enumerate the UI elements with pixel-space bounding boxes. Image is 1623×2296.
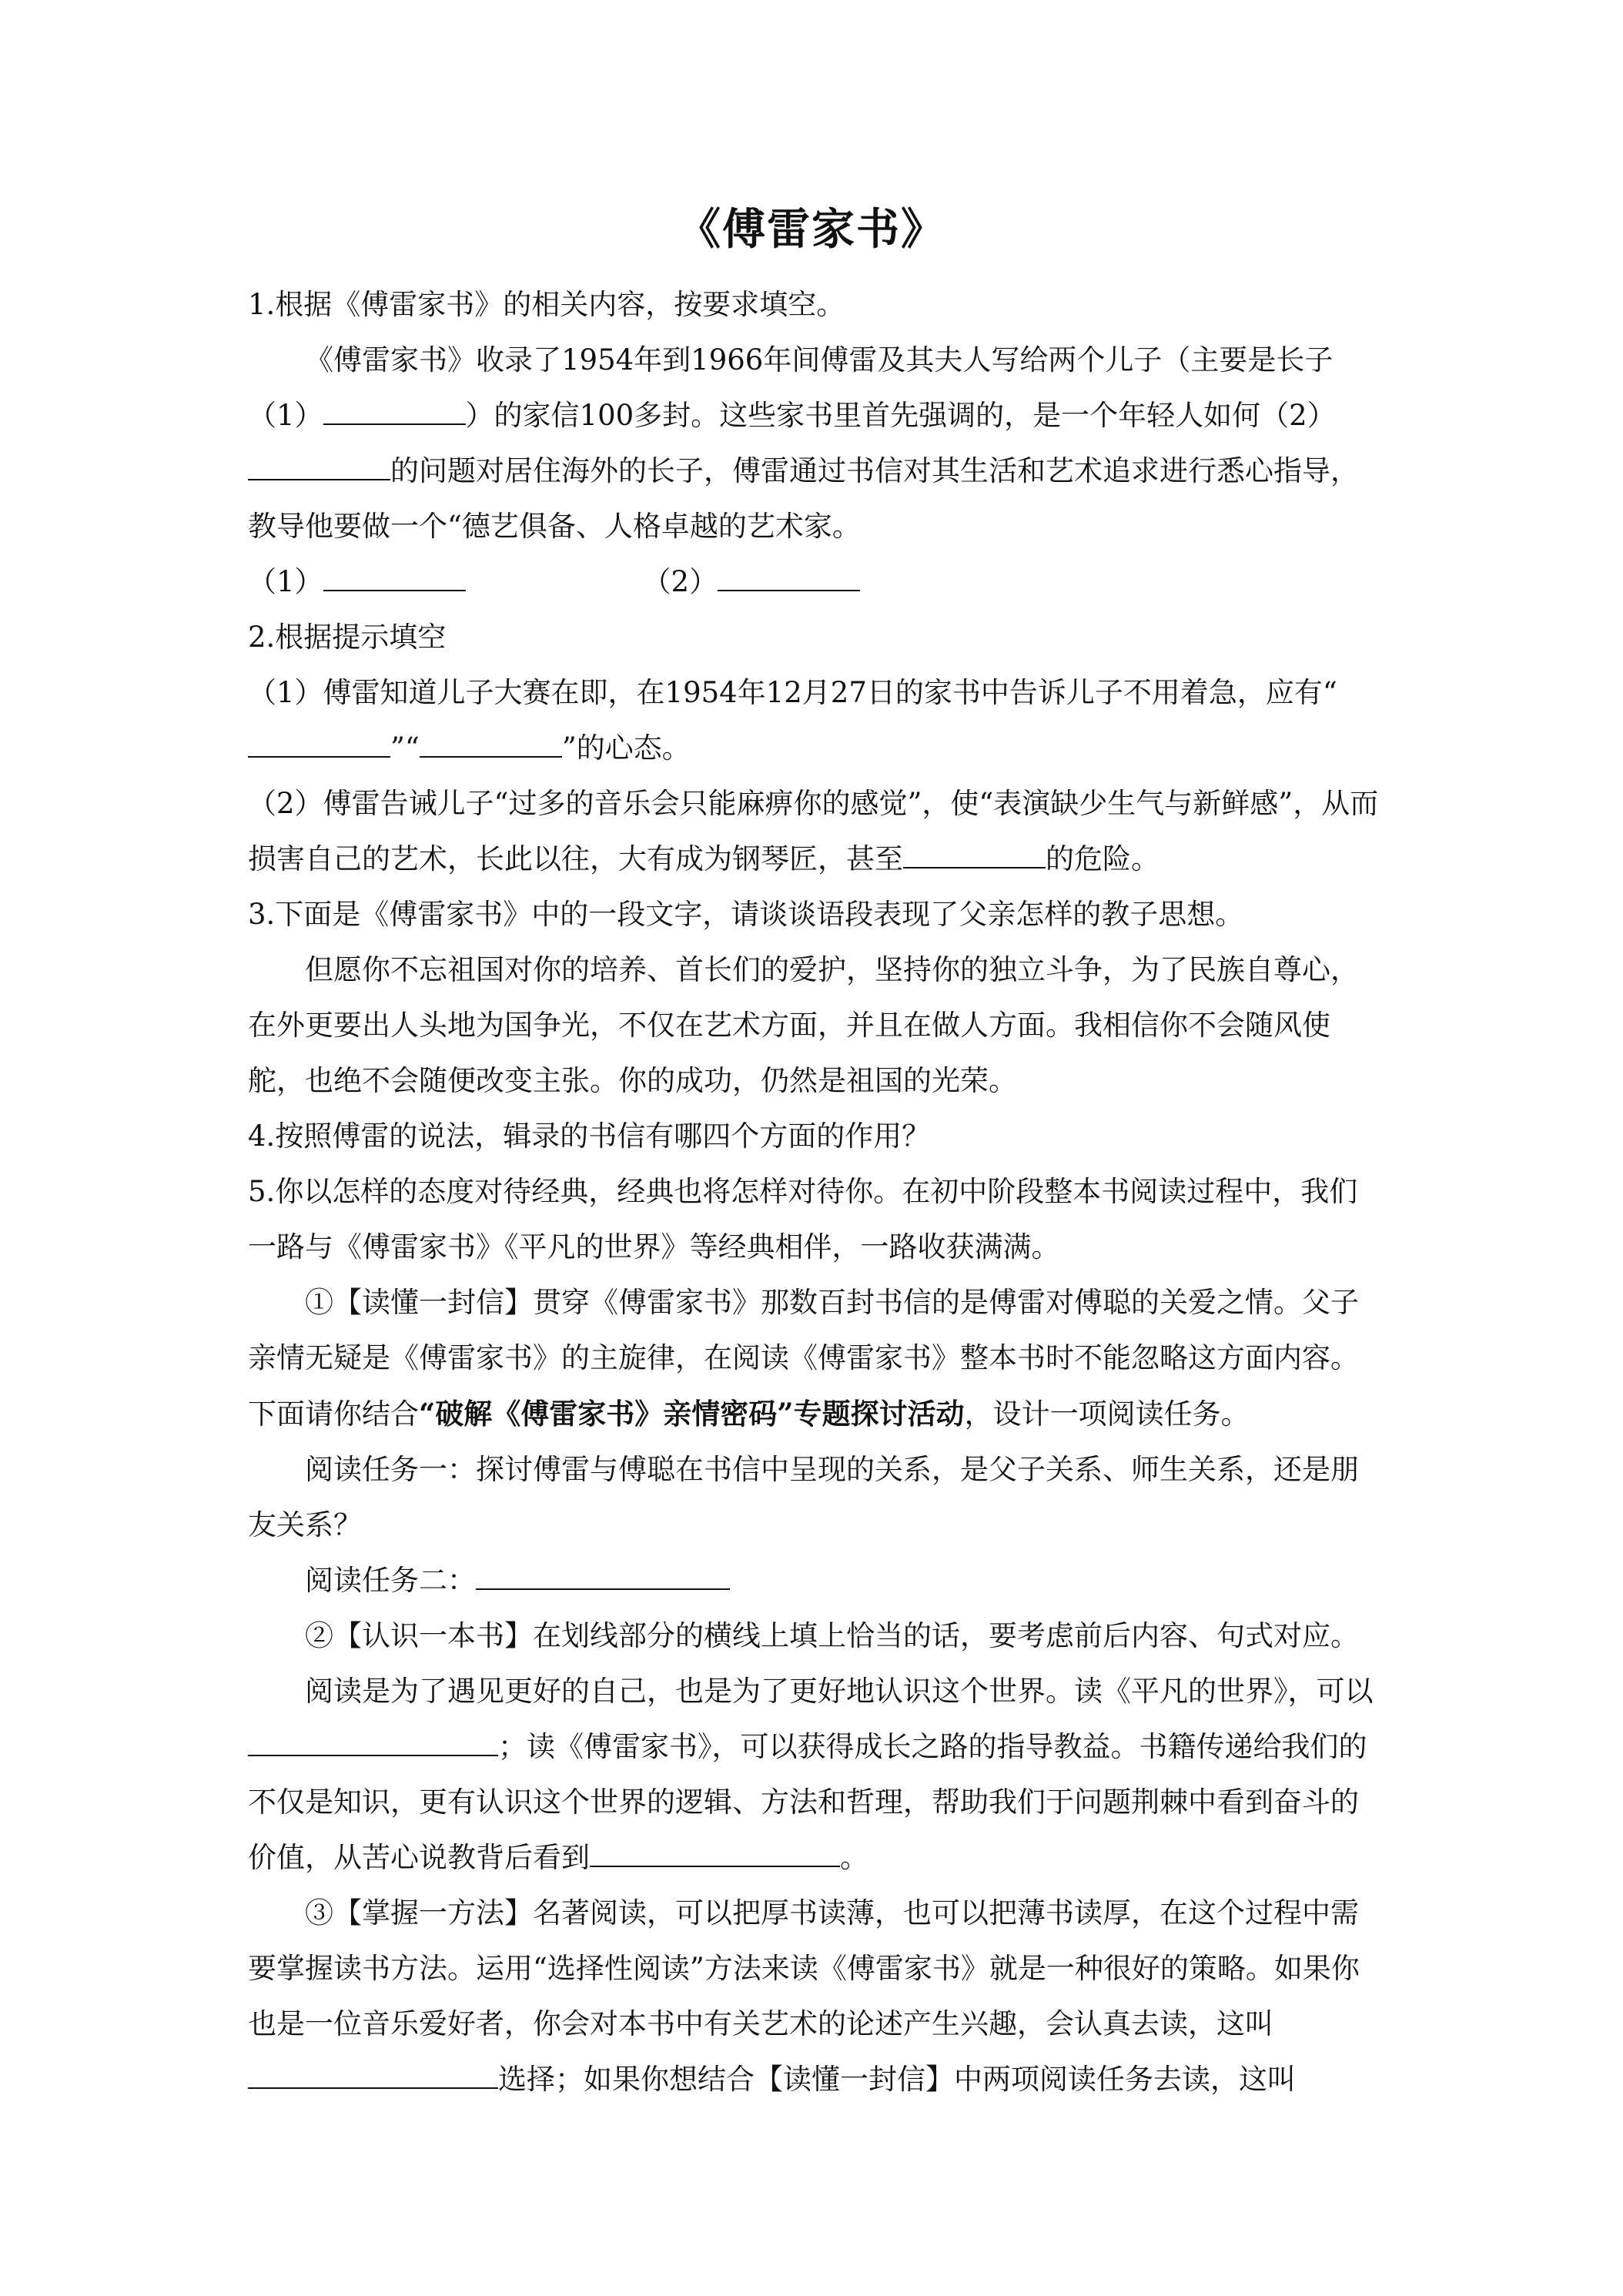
q1-passage-blank-1[interactable] — [323, 400, 466, 425]
q5-part1-bold: “破解《傅雷家书》亲情密码”专题探讨活动 — [419, 1397, 965, 1431]
q5-p4-text-b: 选择；如果你想结合【读懂一封信】中两项阅读任务去读，这叫 — [498, 2063, 1296, 2096]
q2-sub1-blank-2[interactable] — [420, 733, 562, 758]
q1-passage-part-a: 《傅雷家书》收录了1954年到1966年间傅雷及其夫人写给两个儿子（主要是长子（1） — [248, 343, 1334, 432]
q1-answer-blank-2[interactable] — [718, 567, 860, 591]
question-4-stem: 4.按照傅雷的说法，辑录的书信有哪四个方面的作用？ — [248, 1120, 931, 1153]
q5-part1-text-b: ，设计一项阅读任务。 — [964, 1397, 1250, 1431]
q2-sub1-tail: ”的心态。 — [561, 731, 691, 765]
q5-p4-text-a: ③【掌握一方法】名著阅读，可以把厚书读薄，也可以把薄书读厚，在这个过程中需要掌握读书方法。运用“选择性阅读”方法来读《傅雷家书》就是一种很好的策略。如果你也是一位音乐爱好者，你会对本书中有关艺术的论述产生兴趣，会认真去读，这叫 — [248, 1896, 1360, 2040]
q1-answer-label-2: （2） — [642, 565, 718, 598]
q5-p3-blank-2[interactable] — [590, 1842, 840, 1867]
q2-sub1-quote-open: “ — [1322, 676, 1337, 709]
page-title: 《傅雷家书》 — [678, 205, 945, 255]
question-1-passage — [248, 333, 1386, 554]
question-2-sub-2 — [248, 776, 1386, 887]
question-2-stem: 2.根据提示填空 — [248, 621, 447, 654]
q5-p3-text-b: ；读《傅雷家书》，可以获得成长之路的指导教益。书籍传递给我们的不仅是知识，更有认识这个世界的逻辑、方法和哲理，帮助我们于问题荆棘中看到奋斗的价值，从苦心说教背后看到 — [248, 1730, 1367, 1874]
q1-passage-part-c: 的问题对居住海外的长子，傅雷通过书信对其生活和艺术追求进行悉心指导，教导他要做一个“德艺俱备、人格卓越的艺术家。 — [248, 454, 1359, 543]
q1-answer-blank-1[interactable] — [323, 567, 466, 591]
question-3-stem: 3.下面是《傅雷家书》中的一段文字，请谈谈语段表现了父亲怎样的教子思想。 — [248, 898, 1244, 931]
q5-part-3 — [248, 1886, 1386, 2107]
question-2-sub-1 — [248, 665, 1386, 776]
q2-sub1-text: （1）傅雷知道儿子大赛在即，在1954年12月27日的家书中告诉儿子不用着急，应有 — [248, 676, 1323, 709]
q5-part-2-passage — [248, 1664, 1386, 1886]
q2-sub2-tail: 的危险。 — [1046, 842, 1160, 875]
question-3-passage: 但愿你不忘祖国对你的培养、首长们的爱护，坚持你的独立斗争，为了民族自尊心，在外更要出人头地为国争光，不仅在艺术方面，并且在做人方面。我相信你不会随风使舵，也绝不会随便改变主张。你的成功，仍然是祖国的光荣。 — [248, 953, 1359, 1097]
q1-passage-blank-2[interactable] — [248, 456, 390, 480]
question-5-stem: 5.你以怎样的态度对待经典，经典也将怎样对待你。在初中阶段整本书阅读过程中，我们一路与《傅雷家书》《平凡的世界》等经典相伴，一路收获满满。 — [248, 1175, 1358, 1263]
q1-answer-label-1: （1） — [248, 565, 323, 598]
document-body — [248, 277, 1386, 2107]
question-1-answers — [248, 554, 1386, 610]
q5-task2-label: 阅读任务二： — [305, 1564, 476, 1597]
q1-passage-part-b: ）的家信100多封。这些家书里首先强调的，是一个年轻人如何（2） — [465, 399, 1336, 432]
q5-part-1 — [248, 1275, 1386, 1442]
q2-sub2-text: （2）傅雷告诫儿子“过多的音乐会只能麻痹你的感觉”，使“表演缺少生气与新鲜感”，从而损害自己的艺术，长此以往，大有成为钢琴匠，甚至 — [248, 787, 1379, 875]
q2-sub2-blank[interactable] — [903, 844, 1046, 869]
q5-reading-task-2 — [248, 1553, 1386, 1608]
q5-part1-text-a: ①【读懂一封信】贯穿《傅雷家书》那数百封书信的是傅雷对傅聪的关爱之情。父子亲情无疑是《傅雷家书》的主旋律，在阅读《傅雷家书》整本书时不能忽略这方面内容。下面请你结合 — [248, 1286, 1359, 1431]
q5-task2-blank[interactable] — [476, 1565, 730, 1590]
q5-p3-text-c: 。 — [840, 1841, 868, 1874]
q2-sub1-blank-1[interactable] — [248, 733, 390, 758]
q5-p3-text-a: 阅读是为了遇见更好的自己，也是为了更好地认识这个世界。读《平凡的世界》，可以 — [305, 1675, 1374, 1708]
q2-sub1-quote-mid: ”“ — [390, 731, 420, 765]
question-1-stem: 1.根据《傅雷家书》的相关内容，按要求填空。 — [248, 288, 845, 321]
q5-p3-blank-1[interactable] — [248, 1732, 498, 1756]
q5-part-2: ②【认识一本书】在划线部分的横线上填上恰当的话，要考虑前后内容、句式对应。 — [305, 1619, 1359, 1652]
q5-p4-blank[interactable] — [248, 2064, 498, 2089]
q5-reading-task-1: 阅读任务一：探讨傅雷与傅聪在书信中呈现的关系，是父子关系、师生关系，还是朋友关系？ — [248, 1453, 1359, 1541]
